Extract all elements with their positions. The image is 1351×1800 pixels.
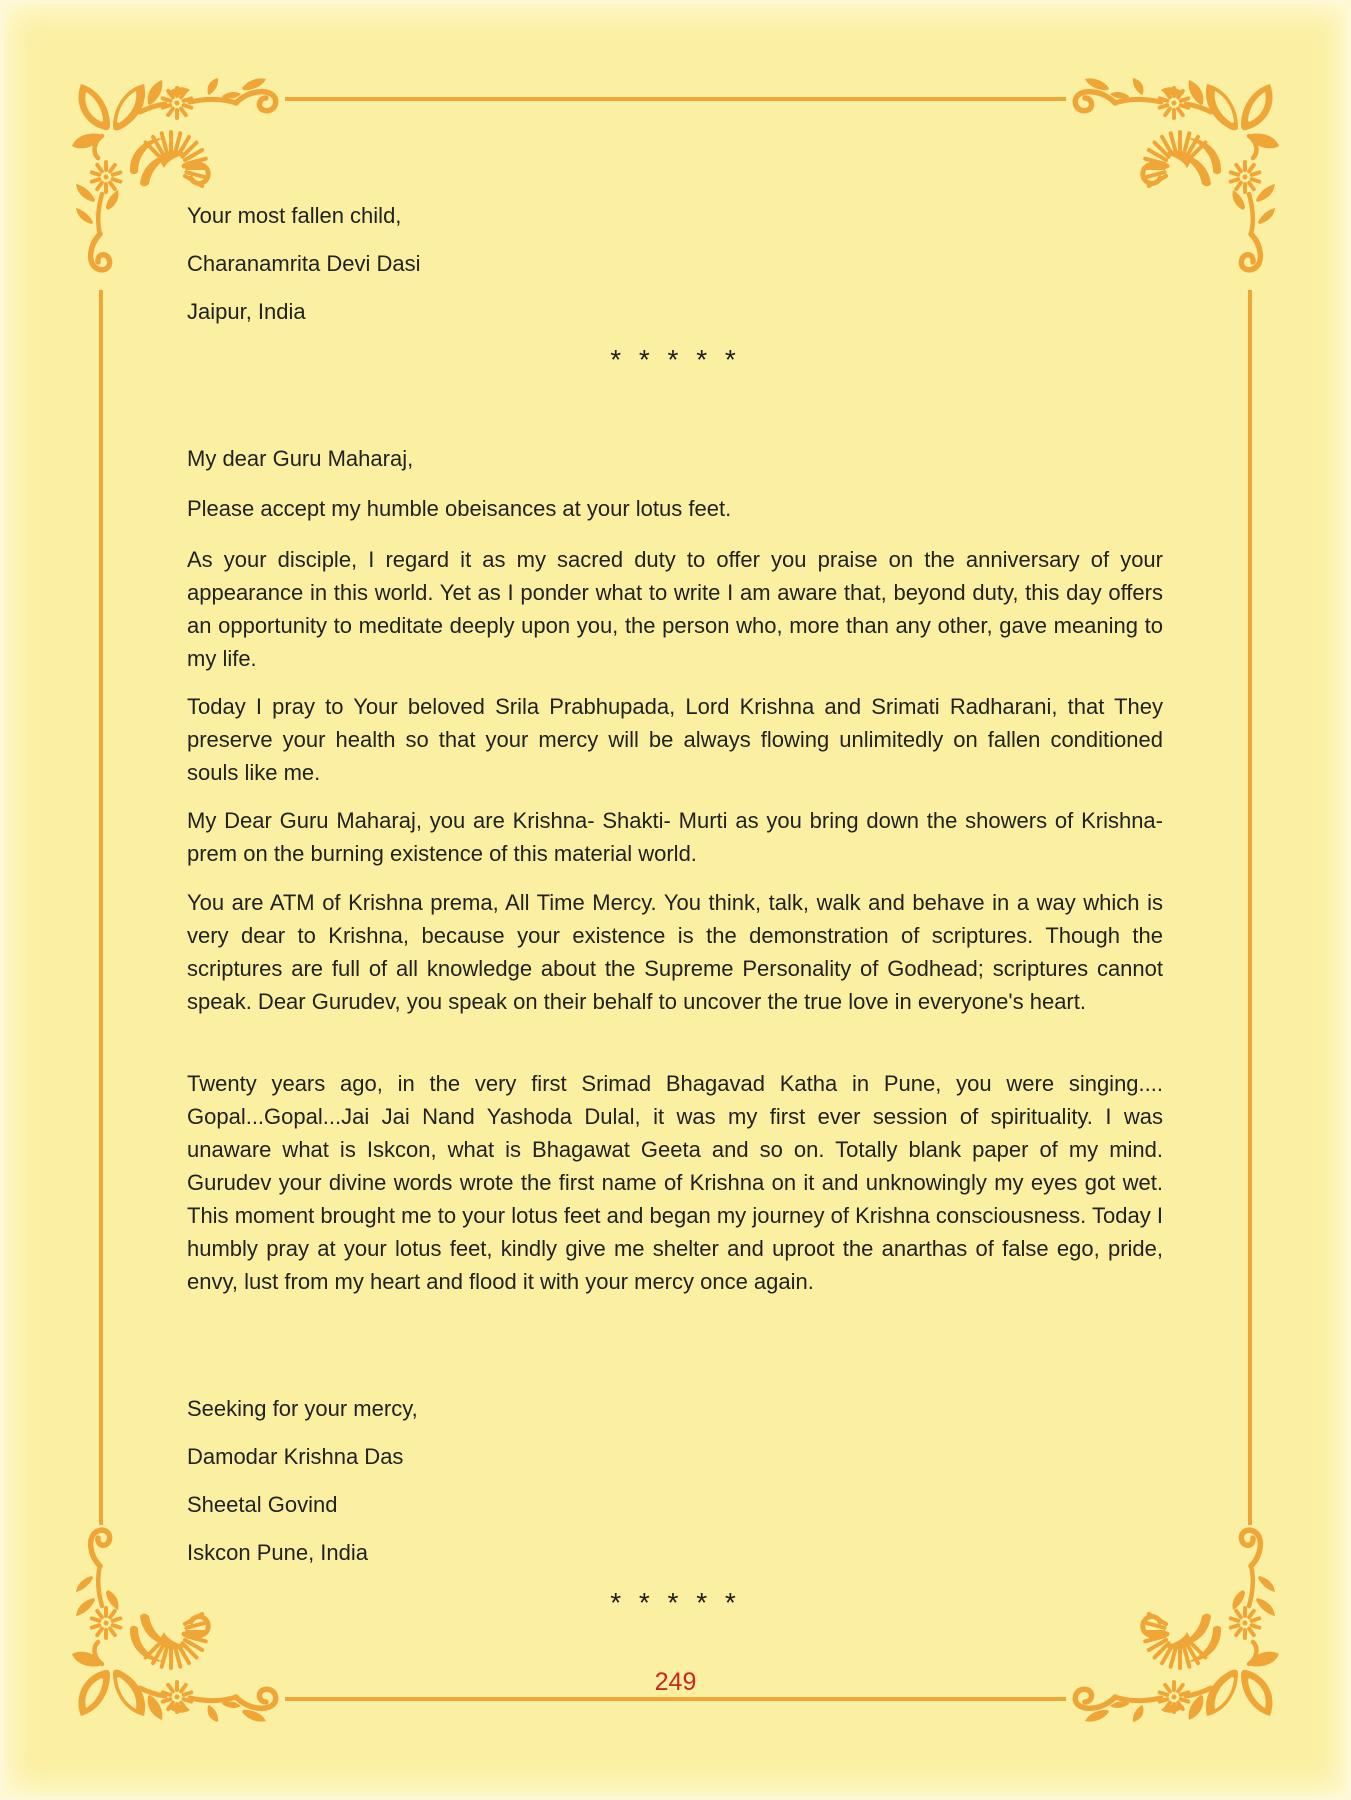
star-separator-text: * * * * *	[610, 1587, 741, 1618]
star-separator	[0, 340, 1351, 374]
letter-paragraph: Today I pray to Your beloved Srila Prabhupada, Lord Krishna and Srimati Radharani, that They preserve your health so that your mercy will be always flowing unlimitedly on fallen conditioned souls like me.	[187, 694, 1163, 785]
closing-name-2: Sheetal Govind	[187, 1492, 338, 1517]
letter-salutation: My dear Guru Maharaj,	[187, 446, 414, 471]
letter-paragraph: Twenty years ago, in the very first Srimad Bhagavad Katha in Pune, you were singing.... Gopal...Gopal...Jai Jai Nand Yashoda Dulal, it was my first ever session of spirituality. I was unaware what is Iskcon, what is Bhagawat Geeta and so on. Totally blank paper of my mind. Gurudev your divine words wrote the first name of Krishna on it and unknowingly my eyes got wet. This moment brought me to your lotus feet and began my journey of Krishna consciousness. Today I humbly pray at your lotus feet, kindly give me shelter and uproot the anarthas of false ego, pride, envy, lust from my heart and flood it with your mercy once again.	[187, 1071, 1163, 1294]
border-line-top	[285, 97, 1066, 101]
page-number: 249	[654, 1668, 697, 1696]
closing-name: Damodar Krishna Das	[187, 1444, 404, 1469]
border-line-bottom	[285, 1697, 1066, 1701]
previous-signature-line: Your most fallen child,	[187, 203, 402, 228]
letter-paragraph: As your disciple, I regard it as my sacred duty to offer you praise on the anniversary of your appearance in this world. Yet as I ponder what to write I am aware that, beyond duty, this day offers an opportunity to meditate deeply upon you, the person who, more than any other, gave meaning to my life.	[187, 547, 1163, 671]
closing-place: Iskcon Pune, India	[187, 1540, 369, 1565]
border-line-left	[99, 290, 103, 1525]
previous-signature-place: Jaipur, India	[187, 299, 306, 324]
letter-opening: Please accept my humble obeisances at your lotus feet.	[187, 496, 732, 521]
star-separator	[0, 1583, 1351, 1617]
letter-paragraph: My Dear Guru Maharaj, you are Krishna- Shakti- Murti as you bring down the showers of Krishna-prem on the burning existence of this material world.	[187, 808, 1163, 866]
border-line-right	[1248, 290, 1252, 1525]
star-separator-text: * * * * *	[610, 344, 741, 375]
closing-line: Seeking for your mercy,	[187, 1396, 418, 1421]
letter-paragraph: You are ATM of Krishna prema, All Time Mercy. You think, talk, walk and behave in a way which is very dear to Krishna, because your existence is the demonstration of scriptures. Though the scriptures are full of all knowledge about the Supreme Personality of Godhead; scriptures cannot speak. Dear Gurudev, you speak on their behalf to uncover the true love in everyone's heart.	[187, 890, 1163, 1014]
previous-signature-name: Charanamrita Devi Dasi	[187, 251, 421, 276]
